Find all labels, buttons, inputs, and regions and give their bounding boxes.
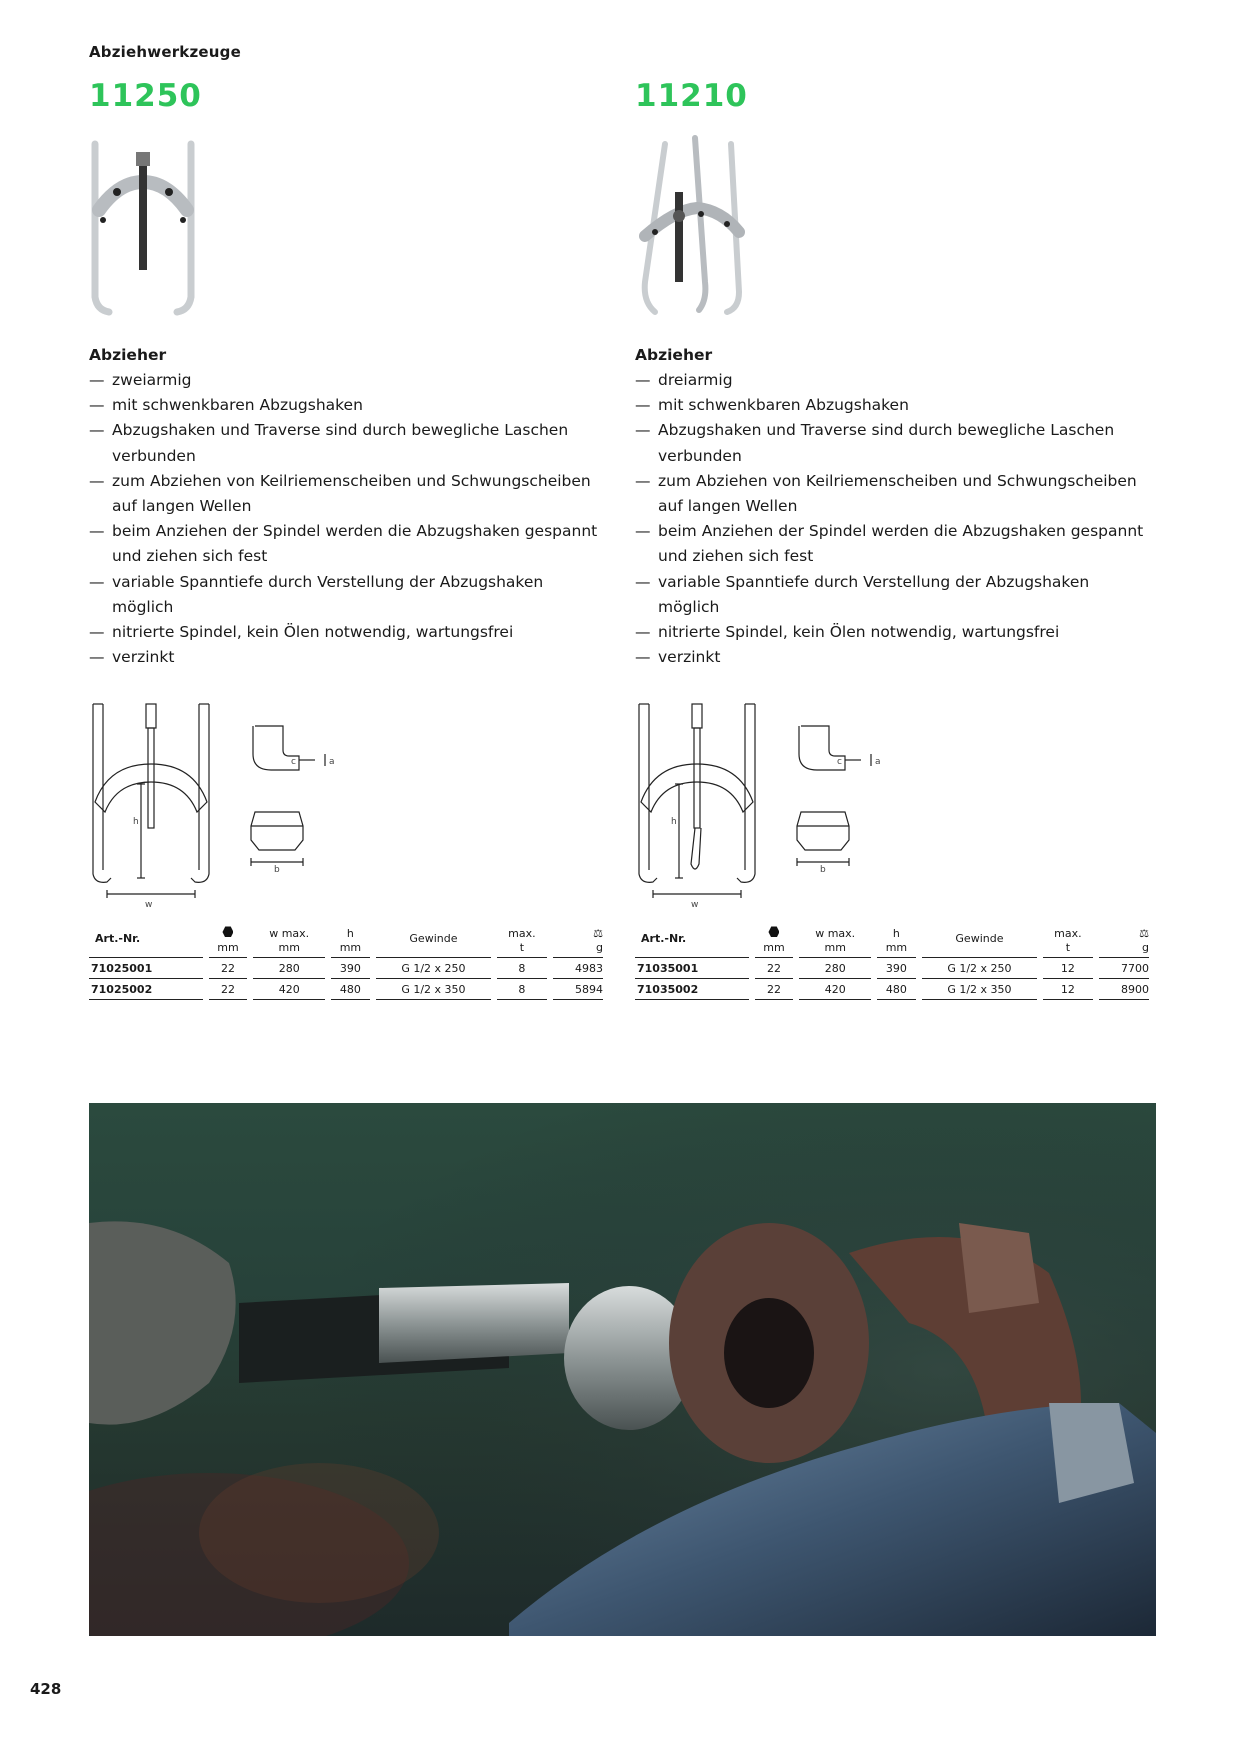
dim-label-b: b <box>274 865 280 876</box>
list-item: — nitrierte Spindel, kein Ölen notwendig, wartungsfrei <box>635 623 1060 642</box>
feature-list <box>89 368 609 670</box>
col-art-nr: Art.-Nr. <box>635 922 749 958</box>
dim-label-h: h <box>133 817 139 828</box>
list-item: — verzinkt <box>635 648 721 667</box>
technical-drawing <box>635 694 1155 914</box>
table-row: 71035001 22 280 390 G 1/2 x 250 12 7700 <box>635 958 1149 979</box>
hex-icon <box>768 926 779 937</box>
product-title: Abzieher <box>89 346 167 364</box>
product-photo-three-arm-puller <box>635 132 1155 322</box>
feature-list <box>635 368 1155 670</box>
dim-label-b: b <box>820 865 826 876</box>
col-h: h mm <box>331 922 370 958</box>
dim-label-h: h <box>671 817 677 828</box>
product-photo-two-arm-puller <box>89 132 609 322</box>
col-h: h mm <box>877 922 916 958</box>
workshop-photo <box>89 1103 1156 1636</box>
table-header-row <box>635 922 1149 958</box>
dim-label-c: c <box>837 757 842 768</box>
col-max-t: max. t <box>497 922 546 958</box>
list-item: — variable Spanntiefe durch Verstellung der Abzugshaken möglich <box>89 572 544 616</box>
product-title: Abzieher <box>635 346 713 364</box>
col-hex: mm <box>755 922 794 958</box>
list-item: — Abzugshaken und Traverse sind durch bewegliche Laschen verbunden <box>89 421 569 465</box>
list-item: — verzinkt <box>89 648 175 667</box>
dim-label-a: a <box>875 757 881 768</box>
table-row: 71025002 22 420 480 G 1/2 x 350 8 5894 <box>89 979 603 1000</box>
spec-table <box>629 922 1155 1000</box>
col-weight: ⚖ g <box>1099 922 1149 958</box>
dim-label-a: a <box>329 757 335 768</box>
dim-label-w: w <box>145 900 153 911</box>
list-item: — Abzugshaken und Traverse sind durch bewegliche Laschen verbunden <box>635 421 1115 465</box>
dim-label-c: c <box>291 757 296 768</box>
table-row: 71035002 22 420 480 G 1/2 x 350 12 8900 <box>635 979 1149 1000</box>
col-gewinde: Gewinde <box>376 922 492 958</box>
list-item: — zum Abziehen von Keilriemenscheiben und Schwungscheiben auf langen Wellen <box>89 471 591 516</box>
dim-label-w: w <box>691 900 699 911</box>
weight-icon: ⚖ <box>1139 927 1149 941</box>
hex-icon <box>222 926 233 937</box>
list-item: — mit schwenkbaren Abzugshaken <box>89 396 363 415</box>
col-w-max: w max. mm <box>799 922 871 958</box>
col-hex: mm <box>209 922 248 958</box>
spec-table <box>83 922 609 1000</box>
list-item: — dreiarmig <box>635 371 733 389</box>
list-item: — mit schwenkbaren Abzugshaken <box>635 396 909 415</box>
list-item: — zum Abziehen von Keilriemenscheiben und Schwungscheiben auf langen Wellen <box>635 471 1137 516</box>
page-number: 428 <box>30 1680 62 1698</box>
col-w-max: w max. mm <box>253 922 325 958</box>
list-item: — beim Anziehen der Spindel werden die Abzugshaken gespannt und ziehen sich fest <box>89 522 598 566</box>
product-column-11210 <box>635 78 1155 1000</box>
product-number: 11250 <box>89 78 202 114</box>
col-weight: ⚖ g <box>553 922 603 958</box>
list-item: — beim Anziehen der Spindel werden die Abzugshaken gespannt und ziehen sich fest <box>635 522 1144 566</box>
technical-drawing <box>89 694 609 914</box>
list-item: — zweiarmig <box>89 371 192 389</box>
table-header-row <box>89 922 603 958</box>
col-max-t: max. t <box>1043 922 1092 958</box>
section-title: Abziehwerkzeuge <box>89 43 241 61</box>
list-item: — variable Spanntiefe durch Verstellung der Abzugshaken möglich <box>635 572 1090 616</box>
product-column-11250 <box>89 78 609 1000</box>
product-number: 11210 <box>635 78 748 114</box>
col-gewinde: Gewinde <box>922 922 1038 958</box>
col-art-nr: Art.-Nr. <box>89 922 203 958</box>
table-row: 71025001 22 280 390 G 1/2 x 250 8 4983 <box>89 958 603 979</box>
weight-icon: ⚖ <box>593 927 603 941</box>
list-item: — nitrierte Spindel, kein Ölen notwendig, wartungsfrei <box>89 623 514 642</box>
